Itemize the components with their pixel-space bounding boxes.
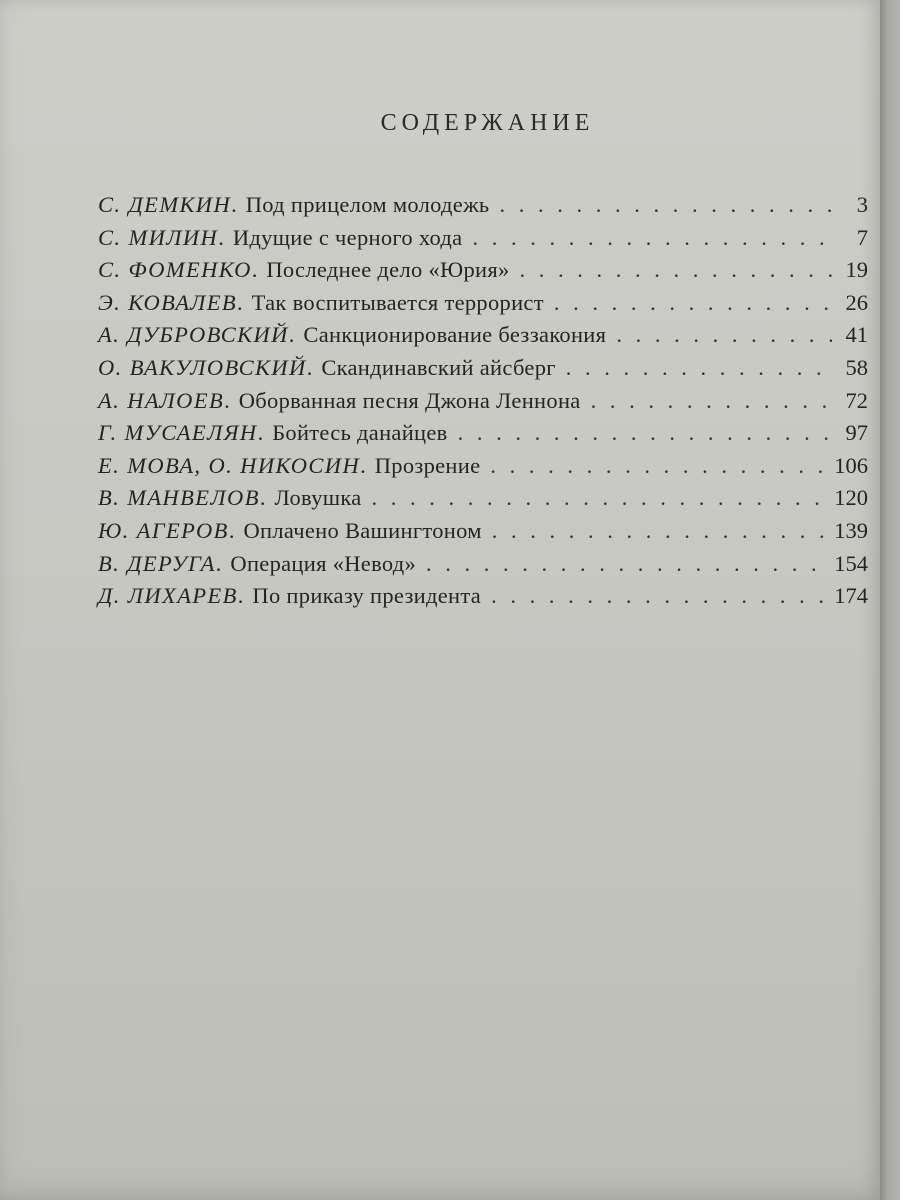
dot-leader [472,225,832,251]
entry-page-number: 139 [834,517,868,543]
toc-entry: Ю. АГЕРОВ . Оплачено Вашингтоном . . . 139 [98,518,868,551]
entry-page-number: 41 [845,322,868,348]
toc-entry: С. МИЛИН . Идущие с черного хода . . . 7 [98,225,868,258]
toc-entry: В. ДЕРУГА . Операция «Невод» . . . 154 [98,551,868,584]
entry-title: Санкционирование беззакония [303,322,607,348]
entry-author: О. ВАКУЛОВСКИЙ [98,354,307,380]
dot-leader [566,355,832,381]
entry-author: А. ДУБРОВСКИЙ [98,322,289,348]
entry-author: С. ДЕМКИН [98,192,232,217]
entry-page-number: 154 [834,550,868,576]
entry-page-number: 120 [834,485,868,511]
toc-entry: Д. ЛИХАРЕВ . По приказу президента . . . 174 [98,583,868,616]
toc-entry: С. ДЕМКИН . Под прицелом молодежь . . . 3 [98,192,868,225]
entry-author: Э. КОВАЛЕВ [98,289,238,315]
dot-leader [490,453,828,479]
table-of-contents [98,192,868,616]
entry-title: Идущие с черного хода [232,224,463,250]
entry-title: Операция «Невод» [230,550,417,576]
toc-entry: О. ВАКУЛОВСКИЙ . Скандинавский айсберг . . . 58 [98,355,868,388]
entry-author: Г. МУСАЕЛЯН [98,420,258,446]
entry-title: Так воспитывается террорист [251,289,544,315]
dot-leader [591,388,832,414]
entry-title: Бойтесь данайцев [272,420,448,446]
entry-page-number: 106 [834,452,868,478]
dot-leader [616,322,832,348]
dot-leader [500,192,833,218]
entry-page-number: 97 [845,420,868,446]
dot-leader [554,290,832,316]
entry-author: В. МАНВЕЛОВ [98,485,260,511]
entry-title: Скандинавский айсберг [321,354,556,380]
entry-title: По приказу президента [252,583,482,609]
entry-author: С. ФОМЕНКО [98,257,252,283]
entry-title: Последнее дело «Юрия» [266,257,510,283]
entry-author: В. ДЕРУГА [98,550,216,576]
dot-leader [426,551,828,577]
page-title: СОДЕРЖАНИЕ [380,110,595,136]
entry-page-number: 26 [845,289,868,315]
entry-page-number: 3 [856,192,868,217]
toc-entry: С. ФОМЕНКО . Последнее дело «Юрия» . . . 19 [98,257,868,290]
entry-page-number: 19 [845,257,868,283]
entry-author: Е. МОВА, О. НИКОСИН [98,452,361,478]
toc-entry: В. МАНВЕЛОВ . Ловушка . . . 120 [98,485,868,518]
entry-title: Под прицелом молодежь [245,192,490,217]
toc-entry: Г. МУСАЕЛЯН . Бойтесь данайцев . . . 97 [98,420,868,453]
entry-page-number: 72 [845,387,868,413]
dot-leader [372,485,829,511]
entry-page-number: 58 [845,354,868,380]
entry-author: Д. ЛИХАРЕВ [98,583,238,609]
dot-leader [491,583,828,609]
page-edge [880,0,900,1200]
entry-page-number: 174 [834,583,868,609]
dot-leader [458,420,832,446]
entry-author: А. НАЛОЕВ [98,387,225,413]
dot-leader [492,518,828,544]
toc-entry: А. ДУБРОВСКИЙ . Санкционирование беззакония . . . 41 [98,322,868,355]
toc-entry: Е. МОВА, О. НИКОСИН . Прозрение . . . 106 [98,453,868,486]
entry-title: Оборванная песня Джона Леннона [238,387,581,413]
entry-title: Оплачено Вашингтоном [243,517,482,543]
entry-author: Ю. АГЕРОВ [98,517,229,543]
entry-page-number: 7 [856,224,868,250]
entry-title: Ловушка [274,485,362,511]
dot-leader [520,257,832,283]
toc-entry: Э. КОВАЛЕВ . Так воспитывается террорист . . . 26 [98,290,868,323]
entry-author: С. МИЛИН [98,224,219,250]
entry-title: Прозрение [374,452,481,478]
toc-entry: А. НАЛОЕВ . Оборванная песня Джона Леннона . . . 72 [98,388,868,421]
